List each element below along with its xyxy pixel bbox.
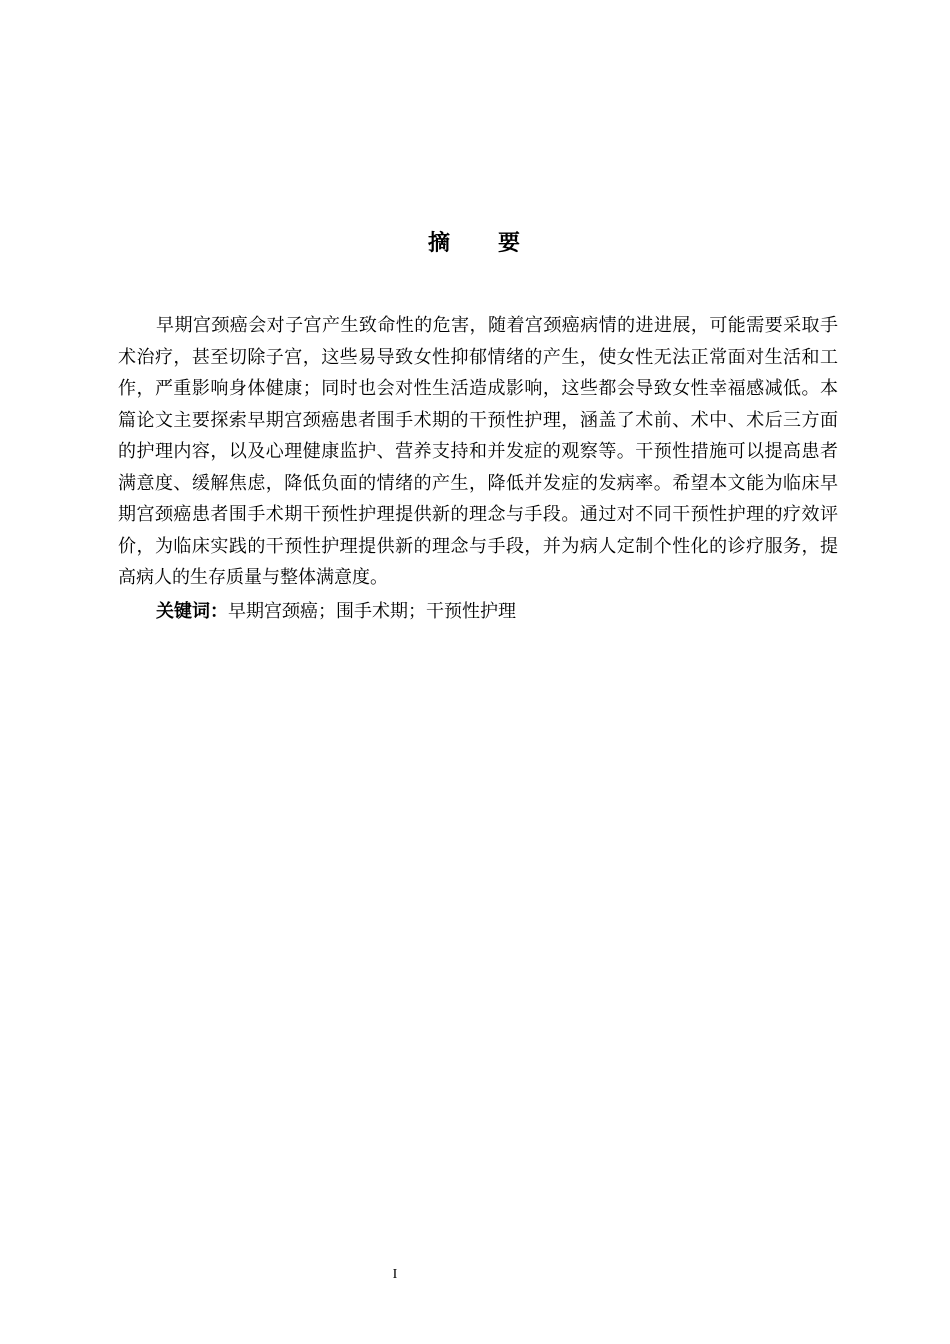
- keywords-line: [156, 596, 836, 628]
- abstract-title-char-1: 摘: [427, 231, 452, 256]
- page-number: I: [392, 1267, 398, 1282]
- abstract-title-char-2: 要: [498, 231, 523, 256]
- keywords-value: 早期宫颈癌；围手术期；干预性护理: [228, 601, 516, 622]
- abstract-title: [0, 226, 950, 262]
- keywords-label: 关键词：: [156, 601, 228, 622]
- abstract-body: 早期宫颈癌会对子宫产生致命性的危害，随着宫颈癌病情的进进展，可能需要采取手 术治疗，甚至切除子宫，这些易导致女性抑郁情绪的产生，使女性无法正常面对生活和工 作，严重影响身体健康；同时也会对性生活造成影响，这些都会导致女性幸福感减低。本 篇论文主要探索早期宫颈癌患者围手术期的干预性护理，涵盖了术前、术中、术后三方面 的护理内容，以及心理健康监护、营养支持和并发症的观察等。干预性措施可以提高患者 满意度、缓解焦虑，降低负面的情绪的产生，降低并发症的发病率。希望本文能为临床早 期宫颈癌患者围手术期干预性护理提供新的理念与手段。通过对不同干预性护理的疗效评 价，为临床实践的干预性护理提供新的理念与手段，并为病人定制个性化的诊疗服务，提 高病人的生存质量与整体满意度。: [118, 315, 838, 588]
